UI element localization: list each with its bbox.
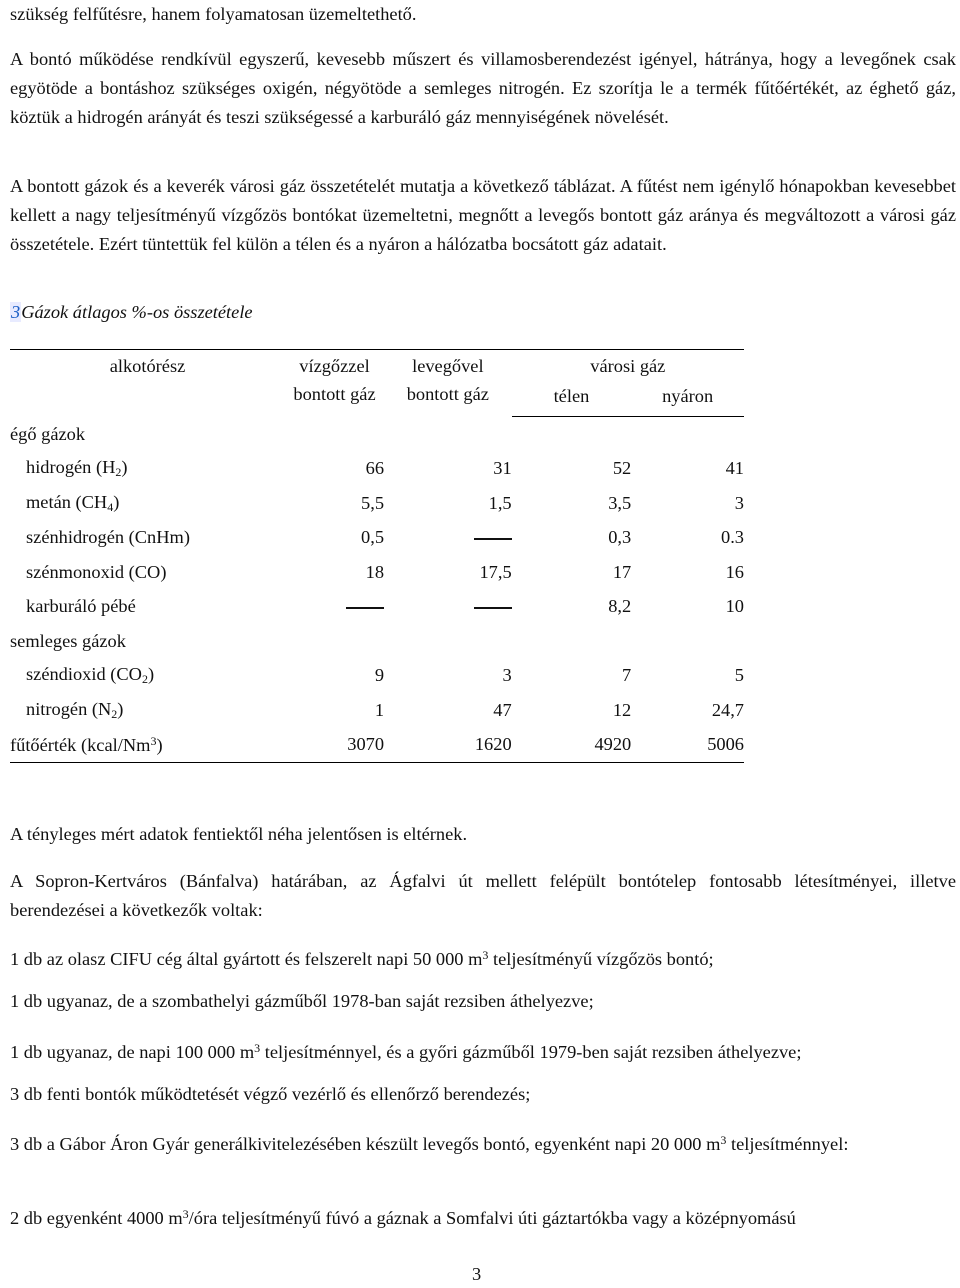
cell-winter: 7 <box>622 665 632 686</box>
header-city-gas: városi gáz <box>590 356 666 376</box>
cell-air <box>384 590 512 625</box>
table-caption-title: Gázok átlagos %-os összetétele <box>21 302 253 322</box>
table-row <box>10 486 744 521</box>
cell-summer: 0.3 <box>721 527 744 548</box>
cell-air: 47 <box>493 699 512 720</box>
row-label: fűtőérték (kcal/Nm$^3$) <box>10 728 285 763</box>
cell-air: 1,5 <box>488 492 512 513</box>
cell-summer: 24,7 <box>711 699 744 720</box>
cell-summer: 5 <box>734 665 744 686</box>
header-summer: nyáron <box>631 380 744 417</box>
cell-summer: 41 <box>725 458 744 479</box>
table-caption <box>10 302 956 323</box>
table-row <box>10 555 744 590</box>
cell-winter: 12 <box>612 699 632 720</box>
table-row <box>10 693 744 728</box>
cell-winter: 4920 <box>512 728 632 763</box>
cell-summer: 16 <box>725 561 744 582</box>
cell-winter: 52 <box>612 458 632 479</box>
table-caption-number: 3 <box>11 302 21 322</box>
cell-steam: 9 <box>374 665 385 686</box>
paragraph-item-gyor: 1 db ugyanaz, de napi 100 000 $m^3$ teljesítménnyel, és a győri gázműből 1979-ben saját rezsiben áthelyezve; <box>10 1041 802 1062</box>
header-steam-gas: vízgőzzel bontott gáz <box>293 356 376 404</box>
category-inert: semleges gázok <box>10 630 126 651</box>
empty-dash <box>474 538 512 540</box>
cell-steam: 0,5 <box>361 527 385 548</box>
row-label: metán $(CH_4)$ <box>26 491 120 514</box>
cell-air: 1620 <box>384 728 512 763</box>
empty-dash <box>474 607 512 609</box>
row-label: szénhidrogén (CnHm) <box>26 527 190 548</box>
cell-steam: 1 <box>374 699 385 720</box>
paragraph-item-szombathely: 1 db ugyanaz, de a szombathelyi gázműből 1978-ban saját rezsiben áthelyezve; <box>10 991 594 1011</box>
page-number: 3 <box>472 1264 482 1284</box>
cell-winter: 8,2 <box>608 596 632 617</box>
row-label: karburáló pébé <box>26 596 136 617</box>
paragraph-item-gabor-aron: 3 db a Gábor Áron Gyár generálkivitelezésében készült levegős bontó, egyenként napi 20 000 $m^3$ teljesítménnyel: <box>10 1133 849 1154</box>
row-label: széndioxid $(CO_2)$ <box>26 664 155 687</box>
paragraph-intro: szükség felfűtésre, hanem folyamatosan üzemeltethető. <box>10 4 417 24</box>
cell-winter: 17 <box>612 561 632 582</box>
table-row <box>10 452 744 487</box>
row-label: nitrogén $(N_2)$ <box>26 698 124 721</box>
table-header-row <box>10 350 744 381</box>
paragraph-table-intro: A bontott gázok és a keverék városi gáz összetételét mutatja a következő táblázat. A fűtést nem igénylő hónapokban kevesebbet kellett a nagy teljesítményű vízgőzös bontókat üzemeltetni, megnőtt a levegős bontott gáz aránya és megváltozott a városi gáz összetétele. Ezért tüntettük fel külön a télen és a nyáron a hálózatba bocsátott gáz adatait. <box>10 176 956 254</box>
cell-summer: 5006 <box>631 728 744 763</box>
paragraph-item-control: 3 db fenti bontók működtetését végző vezérlő és ellenőrző berendezés; <box>10 1084 531 1104</box>
inert-rows <box>10 659 744 763</box>
category-burnable: égő gázok <box>10 423 86 444</box>
cell-air: 31 <box>493 458 512 479</box>
table-row <box>10 590 744 625</box>
cell-steam: 18 <box>365 561 385 582</box>
cell-winter: 3,5 <box>608 492 632 513</box>
paragraph-item-blower: 2 db egyenként 4000 $m^3$/óra teljesítményű fúvó a gáznak a Somfalvi úti gáztartókba vagy a középnyomású <box>10 1207 796 1228</box>
paragraph-facility-intro: A Sopron-Kertváros (Bánfalva) határában, az Ágfalvi út mellett felépült bontótelep fontosabb létesítményei, illetve berendezései a következők voltak: <box>10 871 956 920</box>
cell-air: 17,5 <box>479 561 512 582</box>
cell-winter: 0,3 <box>608 527 632 548</box>
table-row <box>10 728 744 763</box>
category-row <box>10 417 744 452</box>
empty-dash <box>346 607 384 609</box>
table-row <box>10 521 744 556</box>
cell-steam: 3070 <box>285 728 384 763</box>
header-winter: télen <box>512 380 632 417</box>
row-label: szénmonoxid (CO) <box>26 561 167 582</box>
cell-steam: 5,5 <box>361 492 385 513</box>
header-component: alkotórész <box>109 356 186 376</box>
header-air-gas: levegővel bontott gáz <box>406 356 489 404</box>
cell-air <box>384 521 512 556</box>
category-row <box>10 624 744 659</box>
gas-composition-table <box>10 349 744 763</box>
row-label: hidrogén $(H_2)$ <box>26 457 128 480</box>
cell-summer: 3 <box>734 492 744 513</box>
table-row <box>10 659 744 694</box>
paragraph-measured-note: A tényleges mért adatok fentiektől néha jelentősen is eltérnek. <box>10 824 468 844</box>
burnable-rows <box>10 452 744 625</box>
paragraph-operation: A bontó működése rendkívül egyszerű, kevesebb műszert és villamosberendezést igényel, hátránya, hogy a levegőnek csak egyötöde a bontáshoz szükséges oxigén, négyötöde a semleges nitrogén. Ez szorítja le a termék fűtőértékét, az éghető gáz, köztük a hidrogén arányát és teszi szükségessé a karburáló gáz mennyiségének növelését. <box>10 49 956 127</box>
cell-air: 3 <box>502 665 512 686</box>
cell-summer: 10 <box>725 596 744 617</box>
paragraph-item-cifu: 1 db az olasz CIFU cég által gyártott és felszerelt napi 50 000 $m^3$ teljesítményű vízgőzös bontó; <box>10 948 714 969</box>
cell-steam <box>285 590 384 625</box>
cell-steam: 66 <box>365 458 385 479</box>
